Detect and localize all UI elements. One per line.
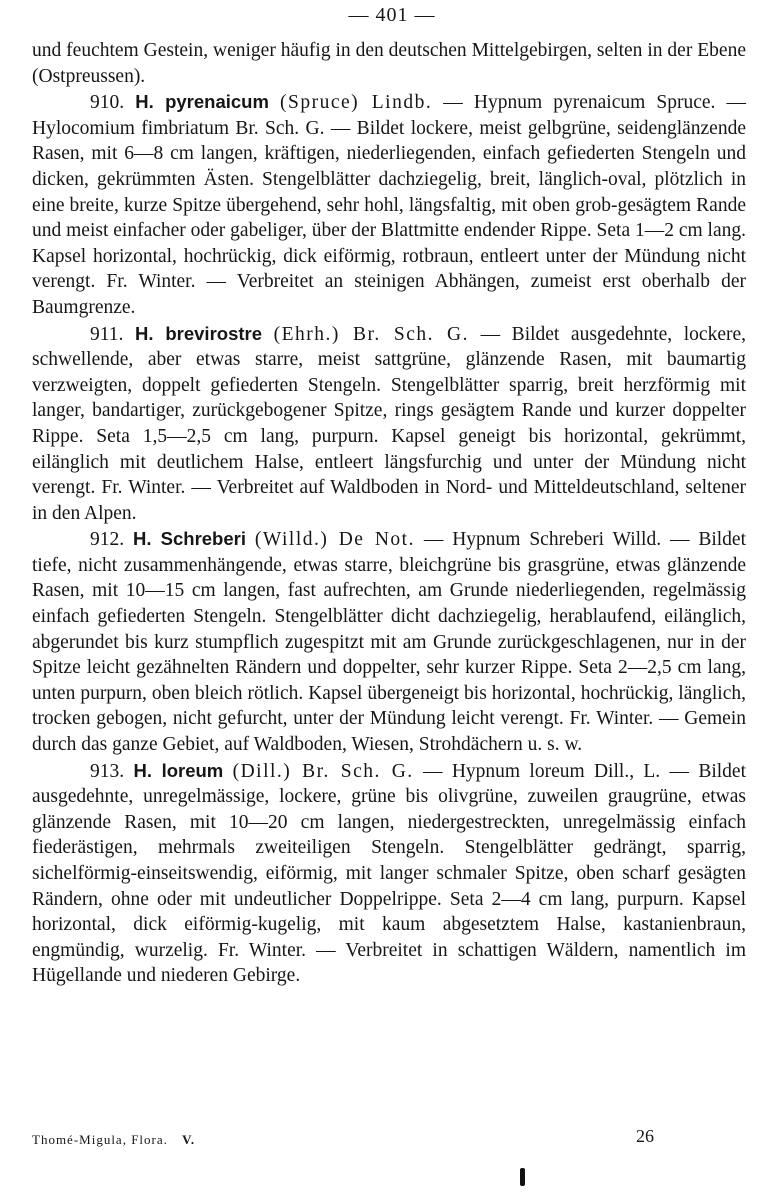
entry-description: — Hypnum pyrenaicum Spruce. — Hylocomium fimbriatum Br. Sch. G. — Bildet lockere, meist gelbgrüne, seidenglänzende Rasen, mit 6—8 cm langen, kräftigen, niederliegenden, einfach gefiederten Stengeln und dicken, gekrümmten Ästen. Stengelblätter dachziegelig, breit, länglich-oval, plötzlich in eine breite, kurze Spitze übergehend, sehr hohl, längsfaltig, mit oben grob-gesägtem Rande und meist einfacher oder gabeliger, über der Blattmitte endender Rippe. Seta 1—2 cm lang. Kapsel horizontal, hochrückig, dick eiförmig, rotbraun, entleert unter der Mündung nicht verengt. Fr. Winter. — Verbreitet an steinigen Abhängen, zumeist erst oberhalb der Baumgrenze. xyxy=(32,92,746,318)
species-name: H. loreum xyxy=(133,759,224,781)
species-entry-911 xyxy=(32,321,746,527)
entry-description: — Bildet ausgedehnte, lockere, schwellende, aber etwas starre, meist sattgrüne, glänzende Rasen, mit baumartig verzweigten, doppelt gefiederten Stengeln. Stengelblätter sparrig, breit herzförmig mit langer, bandartiger, zurückgebogener Spitze, rings gesägtem Rande und kurzer doppelter Rippe. Seta 1,5—2,5 cm lang, purpurn. Kapsel geneigt bis horizontal, gekrümmt, eilänglich mit deutlichem Halse, entleert längsfurchig und unter der Mündung nicht verengt. Fr. Winter. — Verbreitet auf Waldboden in Nord- und Mitteldeutschland, seltener in den Alpen. xyxy=(32,323,747,524)
entry-description: — Hypnum loreum Dill., L. — Bildet ausgedehnte, unregelmässige, lockere, grüne bis olivgrüne, zuweilen graugrüne, etwas glänzende Rasen, mit 10—20 cm langen, niedergestreckten, unregelmässig einfach fiederästigen, mehrmals zweiteiligen Stengeln. Stengelblätter gedrängt, sparrig, sichelförmig-einseitswendig, eiförmig, mit langer schmaler Spitze, oben scharf gesägten Rändern, ohne oder mit undeutlicher Doppelrippe. Seta 2—4 cm lang, purpurn. Kapsel horizontal, dick eiförmig-kugelig, mit kaum abgesetztem Halse, kastanienbraun, engmündig, wurzelig. Fr. Winter. — Verbreitet in schattigen Wäldern, namentlich im Hügellande und niederen Gebirge. xyxy=(32,760,747,987)
entry-number: 913. xyxy=(90,760,125,782)
species-author: (Willd.) De Not. xyxy=(254,529,415,551)
species-author: (Dill.) Br. Sch. G. xyxy=(232,760,414,782)
intro-paragraph: und feuchtem Gestein, weniger häufig in den deutschen Mittelgebirgen, selten in der Ebene (Ostpreussen). xyxy=(32,40,746,87)
species-entry-912 xyxy=(32,526,746,757)
footer-volume: V. xyxy=(182,1132,196,1147)
species-name: H. Schreberi xyxy=(133,528,246,550)
footer-source xyxy=(32,1132,672,1148)
species-author: (Spruce) Lindb. xyxy=(280,92,433,114)
footer-source-title: Thomé-Migula, Flora. xyxy=(32,1132,168,1147)
species-entry-910 xyxy=(32,89,746,320)
ink-mark xyxy=(520,1168,525,1186)
page-number: — 401 — xyxy=(348,4,436,26)
species-name: H. brevirostre xyxy=(135,322,263,344)
body-text xyxy=(32,38,746,989)
entry-description: — Hypnum Schreberi Willd. — Bildet tiefe, nicht zusammenhängende, etwas starre, bleichgrüne bis grasgrüne, etwas glänzende Rasen, mit 10—15 cm langen, fast aufrechten, am Grunde niederliegenden, regelmässig einfach gefiederten Stengeln. Stengelblätter dicht dachziegelig, herablaufend, eilänglich, abgerundet bis kurz stumpflich zugespitzt mit am Grunde zurückgeschlagenen, nur in der Spitze leicht gezähnelten Rändern und doppelter, sehr kurzer Rippe. Seta 2—2,5 cm lang, unten purpurn, oben bleich rötlich. Kapsel übergeneigt bis horizontal, hochrückig, länglich, trocken gebogen, nicht gefurcht, unter der Mündung leicht verengt. Fr. Winter. — Gemein durch das ganze Gebiet, auf Waldboden, Wiesen, Strohdächern u. s. w. xyxy=(32,529,746,756)
printer-signature: 26 xyxy=(636,1126,654,1146)
species-name: H. pyrenaicum xyxy=(135,91,269,113)
entry-number: 910. xyxy=(90,92,125,114)
entry-number: 911. xyxy=(90,323,124,345)
species-entry-913 xyxy=(32,758,746,989)
species-author: (Ehrh.) Br. Sch. G. xyxy=(273,323,470,345)
entry-number: 912. xyxy=(90,529,125,551)
